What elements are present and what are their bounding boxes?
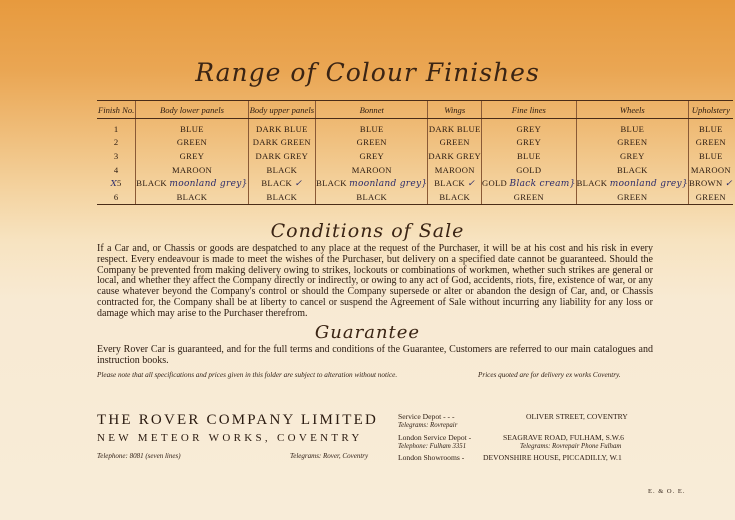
conditions-paragraph: If a Car and, or Chassis or goods are despatched to any place at the request of the Purchaser, it will be at his cost and his risk in every respect. Every endeavour is made to meet the wishes of the Purchaser, but delivery on a specified date cannot be guaranteed. Should the Company be prevented from making delivery owing to strikes, lockouts or combinations of workmen, whether such strikes are general or local, and whether they affect the Company directly or indirectly, or owing to any act of God, accidents, riots, fire, existence of war, or any cause whatever beyond the Company's control or should the Company supersede or alter or abandon the design of Car, and, or Chassis contracted for, the Company shall be at liberty to cancel or suspend the Agreement of Sale without incurring any liability for any loss or damage which may arise to the Purchaser therefrom. xyxy=(97,243,653,319)
london-showrooms-address: DEVONSHIRE HOUSE, PICCADILLY, W.1 xyxy=(483,453,622,462)
cell-fine-lines: GREY xyxy=(482,119,577,136)
cell-value: BLACK xyxy=(576,177,608,188)
cell-wings: GREEN xyxy=(428,136,482,150)
finish-number xyxy=(97,176,136,190)
cell-bonnet: BLUE xyxy=(316,119,428,136)
header-bonnet: Bonnet xyxy=(316,101,428,119)
table-row xyxy=(97,149,733,163)
cell-body-lower xyxy=(136,176,248,190)
table-row xyxy=(97,136,733,150)
cell-body-upper: BLACK xyxy=(248,190,315,204)
cell-value: GOLD xyxy=(482,177,508,188)
cell-wheels: GREEN xyxy=(576,190,688,204)
cell-body-lower: GREEN xyxy=(136,136,248,150)
header-finish-no: Finish No. xyxy=(97,101,136,119)
cell-value: BLACK xyxy=(434,177,465,188)
cell-wheels: GREEN xyxy=(576,136,688,150)
table-header-row xyxy=(97,101,733,119)
cell-body-lower: MAROON xyxy=(136,163,248,177)
table-row xyxy=(97,190,733,204)
table-row xyxy=(97,119,733,136)
finish-number: 4 xyxy=(113,164,119,175)
cell-wings xyxy=(428,176,482,190)
cell-upholstery: GREEN xyxy=(688,136,732,150)
finish-number: 1 xyxy=(113,123,119,134)
cell-value: BLACK xyxy=(136,177,167,188)
cell-upholstery: GREEN xyxy=(688,190,732,204)
cell-body-lower: GREY xyxy=(136,149,248,163)
london-service-depot-address: SEAGRAVE ROAD, FULHAM, S.W.6 xyxy=(503,433,624,442)
header-wings: Wings xyxy=(428,101,482,119)
conditions-heading: Conditions of Sale xyxy=(270,220,465,242)
finish-number: 2 xyxy=(113,137,119,148)
cell-upholstery: BLUE xyxy=(688,119,732,136)
cell-bonnet: GREY xyxy=(316,149,428,163)
table-row xyxy=(97,163,733,177)
cell-wheels: BLUE xyxy=(576,119,688,136)
cell-wings: MAROON xyxy=(428,163,482,177)
london-showrooms-label: London Showrooms - xyxy=(398,453,465,462)
cell-wings: BLACK xyxy=(428,190,482,204)
cell-fine-lines xyxy=(482,176,577,190)
cell-upholstery: MAROON xyxy=(688,163,732,177)
errors-omissions-mark: E. & O. E. xyxy=(648,488,686,495)
cell-bonnet: GREEN xyxy=(316,136,428,150)
cell-wings: DARK BLUE xyxy=(428,119,482,136)
header-fine-lines: Fine lines xyxy=(482,101,577,119)
header-body-upper: Body upper panels xyxy=(248,101,315,119)
london-service-depot-label: London Service Depot - xyxy=(398,433,472,442)
header-wheels: Wheels xyxy=(576,101,688,119)
cell-upholstery xyxy=(688,176,732,190)
service-depot-address: OLIVER STREET, COVENTRY xyxy=(526,412,628,421)
service-depot-label: Service Depot - - - xyxy=(398,412,455,421)
london-depot-telegrams: Telegrams: Rovrepair Phone Fulham xyxy=(520,443,622,450)
cell-body-upper: DARK GREY xyxy=(248,149,315,163)
cell-fine-lines: GOLD xyxy=(482,163,577,177)
cell-body-lower: BLUE xyxy=(136,119,248,136)
cell-fine-lines: GREEN xyxy=(482,190,577,204)
company-name: THE ROVER COMPANY LIMITED xyxy=(97,412,378,428)
cell-body-upper: BLACK xyxy=(248,163,315,177)
header-body-lower: Body lower panels xyxy=(136,101,248,119)
page-title: Range of Colour Finishes xyxy=(195,58,540,87)
prices-note: Prices quoted are for delivery ex works Coventry. xyxy=(478,371,621,379)
cell-body-upper: DARK GREEN xyxy=(248,136,315,150)
cell-value: BLACK xyxy=(316,177,347,188)
table-row xyxy=(97,176,733,190)
cell-body-upper: DARK BLUE xyxy=(248,119,315,136)
check-mark: ✓ xyxy=(294,178,303,189)
cell-upholstery: BLUE xyxy=(688,149,732,163)
cell-wings: DARK GREY xyxy=(428,150,481,161)
check-mark: ✓ xyxy=(724,178,733,189)
handwritten-note: Black cream} xyxy=(509,178,576,189)
finish-number-value: 5 xyxy=(117,177,122,188)
cell-bonnet xyxy=(316,176,428,190)
company-telephone: Telephone: 8081 (seven lines) xyxy=(97,452,181,460)
cell-fine-lines: BLUE xyxy=(482,149,577,163)
cell-wheels: BLACK xyxy=(576,163,688,177)
london-depot-telephone: Telephone: Fulham 3351 xyxy=(398,443,467,450)
cell-value: BROWN xyxy=(688,177,723,188)
company-telegrams: Telegrams: Rover, Coventry xyxy=(290,452,369,460)
colour-finishes-table xyxy=(97,100,733,205)
cell-value: BLACK xyxy=(261,177,293,188)
handwritten-note: moonland grey} xyxy=(349,178,428,189)
specifications-note: Please note that all specifications and prices given in this folder are subject to alteration without notice. xyxy=(97,371,398,379)
cell-wheels xyxy=(576,176,688,190)
company-address: NEW METEOR WORKS, COVENTRY xyxy=(97,432,363,444)
check-mark: ✓ xyxy=(467,178,476,189)
guarantee-paragraph: Every Rover Car is guaranteed, and for the full terms and conditions of the Guarantee, Customers are referred to our main catalogues and instruction books. xyxy=(97,344,653,366)
cell-wheels: GREY xyxy=(576,149,688,163)
cell-body-lower: BLACK xyxy=(136,190,248,204)
cell-body-upper xyxy=(248,176,315,190)
cell-bonnet: MAROON xyxy=(316,163,428,177)
cell-fine-lines: GREY xyxy=(482,136,577,150)
handwritten-note: moonland grey} xyxy=(169,178,248,189)
handwritten-note: moonland grey} xyxy=(609,178,688,189)
finish-number: 6 xyxy=(97,190,136,204)
finish-number: 3 xyxy=(113,150,119,161)
cell-bonnet: BLACK xyxy=(316,190,428,204)
service-depot-telegrams: Telegrams: Rovrepair xyxy=(398,422,458,429)
handwritten-x-mark: X xyxy=(110,178,118,189)
header-upholstery: Upholstery xyxy=(688,101,732,119)
guarantee-heading: Guarantee xyxy=(314,322,421,343)
